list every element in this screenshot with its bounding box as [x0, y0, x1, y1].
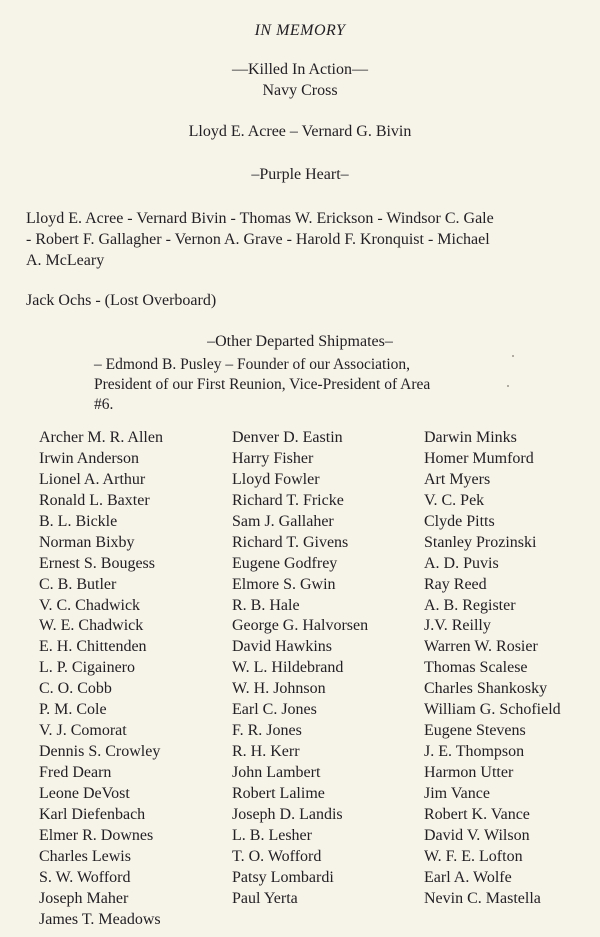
- shipmate-name: Paul Yerta: [232, 889, 298, 907]
- shipmate-name: F. R. Jones: [232, 722, 302, 740]
- shipmate-name: W. L. Hildebrand: [232, 659, 344, 677]
- shipmate-name: P. M. Cole: [39, 701, 107, 719]
- shipmate-name: Fred Dearn: [39, 764, 112, 781]
- shipmate-name: Patsy Lombardi: [232, 868, 334, 886]
- shipmate-name: Harry Fisher: [232, 449, 314, 467]
- shipmate-name: W. E. Chadwick: [39, 617, 144, 635]
- killed-in-action-header: —Killed In Action—: [232, 61, 368, 78]
- shipmate-name: Ronald L. Baxter: [39, 491, 150, 509]
- shipmate-name: Robert Lalime: [232, 784, 325, 802]
- shipmate-name: Warren W. Rosier: [424, 638, 538, 656]
- purple-heart-line-3: A. McLeary: [26, 252, 105, 269]
- navy-cross-names: Lloyd E. Acree – Vernard G. Bivin: [188, 123, 412, 140]
- tribute-line-2: President of our First Reunion, Vice-President of Area: [94, 376, 431, 393]
- shipmate-name: Norman Bixby: [39, 533, 135, 551]
- shipmate-name: Karl Diefenbach: [39, 805, 146, 823]
- lost-overboard-line: Jack Ochs - (Lost Overboard): [26, 292, 217, 309]
- page-title: IN MEMORY: [254, 22, 346, 39]
- shipmate-name: Charles Lewis: [39, 847, 131, 865]
- shipmate-name: V. J. Comorat: [39, 722, 127, 740]
- shipmate-name: Elmore S. Gwin: [232, 575, 336, 593]
- shipmate-name: Lloyd Fowler: [232, 470, 320, 488]
- names-column-2: [232, 428, 368, 910]
- shipmate-name: Harmon Utter: [424, 764, 514, 781]
- shipmate-name: Dennis S. Crowley: [39, 743, 161, 761]
- shipmate-name: Jim Vance: [424, 784, 490, 802]
- shipmate-name: Joseph Maher: [39, 889, 129, 907]
- shipmate-name: L. P. Cigainero: [39, 659, 135, 677]
- pusley-tribute: [94, 355, 504, 415]
- tribute-line-3: #6.: [94, 396, 114, 413]
- shipmate-name: David V. Wilson: [424, 826, 530, 844]
- shipmate-name: James T. Meadows: [39, 910, 161, 928]
- shipmate-name: L. B. Lesher: [232, 826, 312, 844]
- shipmate-name: A. B. Register: [424, 596, 516, 614]
- purple-heart-names: [26, 208, 588, 271]
- shipmate-name: C. O. Cobb: [39, 680, 112, 698]
- shipmate-name: Richard T. Fricke: [232, 491, 344, 509]
- shipmate-name: Ernest S. Bougess: [39, 554, 155, 572]
- shipmate-name: E. H. Chittenden: [39, 638, 147, 656]
- purple-heart-line-2: - Robert F. Gallagher - Vernon A. Grave - Harold F. Kronquist - Michael: [26, 231, 490, 248]
- shipmate-name: R. B. Hale: [232, 596, 300, 614]
- tribute-line-1: – Edmond B. Pusley – Founder of our Association,: [94, 356, 411, 373]
- navy-cross-label: Navy Cross: [262, 82, 338, 99]
- shipmate-name: W. H. Johnson: [232, 680, 326, 698]
- shipmate-name: William G. Schofield: [424, 701, 561, 719]
- shipmate-name: J.V. Reilly: [424, 617, 491, 635]
- shipmate-name: C. B. Butler: [39, 575, 117, 593]
- shipmate-name: Eugene Godfrey: [232, 554, 338, 572]
- shipmate-name: Denver D. Eastin: [232, 429, 343, 446]
- shipmate-name: A. D. Puvis: [424, 554, 499, 572]
- shipmate-name: Charles Shankosky: [424, 680, 548, 698]
- paper-speck: [507, 385, 509, 387]
- shipmate-name: Homer Mumford: [424, 449, 534, 467]
- shipmate-name: S. W. Wofford: [39, 868, 131, 886]
- shipmate-name: Robert K. Vance: [424, 805, 530, 823]
- shipmate-name: Thomas Scalese: [424, 659, 528, 677]
- shipmate-name: Archer M. R. Allen: [39, 429, 163, 446]
- shipmate-name: Leone DeVost: [39, 784, 130, 802]
- shipmate-name: Earl C. Jones: [232, 701, 317, 719]
- purple-heart-header: –Purple Heart–: [251, 166, 349, 183]
- shipmate-name: J. E. Thompson: [424, 743, 525, 761]
- shipmate-name: Eugene Stevens: [424, 722, 526, 740]
- shipmate-name: Richard T. Givens: [232, 533, 349, 551]
- shipmate-name: George G. Halvorsen: [232, 617, 369, 635]
- shipmate-name: John Lambert: [232, 764, 321, 781]
- shipmate-name: Art Myers: [424, 470, 491, 488]
- shipmate-name: R. H. Kerr: [232, 743, 300, 761]
- shipmate-name: V. C. Pek: [424, 491, 485, 509]
- shipmate-name: Joseph D. Landis: [232, 805, 343, 823]
- shipmate-name: Stanley Prozinski: [424, 533, 537, 551]
- shipmate-name: Darwin Minks: [424, 429, 517, 446]
- shipmate-name: Elmer R. Downes: [39, 826, 154, 844]
- shipmate-name: Irwin Anderson: [39, 449, 139, 467]
- shipmate-name: W. F. E. Lofton: [424, 847, 523, 865]
- shipmate-name: Clyde Pitts: [424, 512, 495, 530]
- shipmate-name: Sam J. Gallaher: [232, 512, 334, 530]
- shipmate-name: Nevin C. Mastella: [424, 889, 541, 907]
- purple-heart-line-1: Lloyd E. Acree - Vernard Bivin - Thomas W. Erickson - Windsor C. Gale: [26, 210, 494, 227]
- names-column-3: [424, 428, 561, 910]
- shipmate-name: Lionel A. Arthur: [39, 470, 146, 488]
- shipmate-name: V. C. Chadwick: [39, 596, 141, 614]
- shipmate-name: B. L. Bickle: [39, 512, 118, 530]
- other-departed-header: –Other Departed Shipmates–: [207, 333, 393, 350]
- shipmate-name: Earl A. Wolfe: [424, 868, 512, 886]
- names-column-1: [39, 428, 163, 931]
- shipmate-name: T. O. Wofford: [232, 847, 322, 865]
- paper-speck: [512, 355, 514, 357]
- shipmate-name: Ray Reed: [424, 575, 487, 593]
- shipmate-name: David Hawkins: [232, 638, 332, 656]
